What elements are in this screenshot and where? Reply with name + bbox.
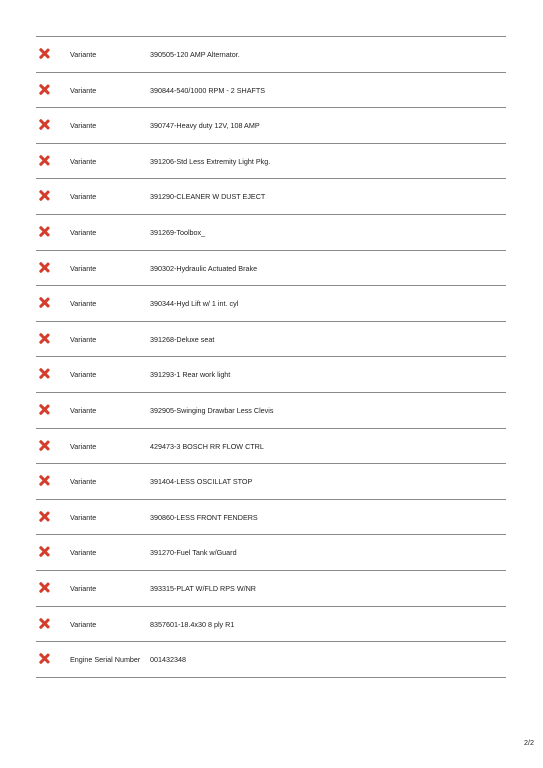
row-label: Variante <box>70 299 97 309</box>
spec-row <box>36 642 506 678</box>
x-mark-icon <box>39 618 50 629</box>
row-value: 392905-Swinging Drawbar Less Clevis <box>150 405 274 415</box>
row-value: 393315-PLAT W/FLD RPS W/NR <box>150 583 256 593</box>
spec-row <box>36 286 506 322</box>
row-label: Variante <box>70 441 97 451</box>
x-mark-icon <box>39 226 50 237</box>
row-label: Variante <box>70 50 97 59</box>
spec-row <box>36 500 506 536</box>
spec-row <box>36 37 506 73</box>
spec-row <box>36 179 506 215</box>
row-label: Variante <box>70 370 97 380</box>
row-value: 391404-LESS OSCILLAT STOP <box>150 477 253 487</box>
page-number: 2/2 <box>524 738 534 747</box>
x-mark-icon <box>39 297 50 308</box>
spec-row <box>36 73 506 109</box>
spec-row <box>36 108 506 144</box>
row-value: 390747-Heavy duty 12V, 108 AMP <box>150 121 260 131</box>
row-value: 391270-Fuel Tank w/Guard <box>150 548 237 558</box>
x-mark-icon <box>39 262 50 273</box>
row-value: 390505-120 AMP Alternator. <box>150 50 240 59</box>
x-mark-icon <box>39 582 50 593</box>
row-label: Variante <box>70 619 97 629</box>
x-mark-icon <box>39 48 50 59</box>
row-value: 391293-1 Rear work light <box>150 370 231 380</box>
row-label: Variante <box>70 263 97 273</box>
row-value: 001432348 <box>150 655 186 665</box>
row-label: Variante <box>70 405 97 415</box>
x-mark-icon <box>39 155 50 166</box>
spec-row <box>36 607 506 643</box>
spec-row <box>36 215 506 251</box>
row-value: 391268-Deluxe seat <box>150 334 215 344</box>
spec-row <box>36 393 506 429</box>
row-label: Variante <box>70 192 97 202</box>
row-value: 8357601-18.4x30 8 ply R1 <box>150 619 235 629</box>
row-value: 429473-3 BOSCH RR FLOW CTRL <box>150 441 264 451</box>
x-mark-icon <box>39 404 50 415</box>
spec-row <box>36 464 506 500</box>
spec-row <box>36 357 506 393</box>
spec-row <box>36 251 506 287</box>
spec-row <box>36 144 506 180</box>
row-value: 391269-Toolbox_ <box>150 227 206 237</box>
row-label: Variante <box>70 85 97 95</box>
row-value: 391290-CLEANER W DUST EJECT <box>150 192 266 202</box>
row-value: 390344-Hyd Lift w/ 1 int. cyl <box>150 299 239 309</box>
row-value: 390302-Hydraulic Actuated Brake <box>150 263 258 273</box>
spec-row <box>36 322 506 358</box>
spec-row <box>36 429 506 465</box>
x-mark-icon <box>39 511 50 522</box>
row-label: Variante <box>70 334 97 344</box>
row-label: Variante <box>70 156 97 166</box>
spec-row <box>36 571 506 607</box>
row-label: Engine Serial Number <box>70 655 141 665</box>
row-value: 391206-Std Less Extremity Light Pkg. <box>150 156 271 166</box>
row-label: Variante <box>70 477 97 487</box>
x-mark-icon <box>39 368 50 379</box>
x-mark-icon <box>39 333 50 344</box>
x-mark-icon <box>39 440 50 451</box>
x-mark-icon <box>39 119 50 130</box>
x-mark-icon <box>39 475 50 486</box>
spec-row <box>36 535 506 571</box>
row-label: Variante <box>70 583 97 593</box>
x-mark-icon <box>39 190 50 201</box>
x-mark-icon <box>39 653 50 664</box>
row-label: Variante <box>70 227 97 237</box>
row-value: 390844-540/1000 RPM - 2 SHAFTS <box>150 85 266 95</box>
row-label: Variante <box>70 121 97 131</box>
row-label: Variante <box>70 512 97 522</box>
x-mark-icon <box>39 546 50 557</box>
row-label: Variante <box>70 548 97 558</box>
x-mark-icon <box>39 84 50 95</box>
spec-table <box>36 36 506 678</box>
row-value: 390860-LESS FRONT FENDERS <box>150 512 258 522</box>
